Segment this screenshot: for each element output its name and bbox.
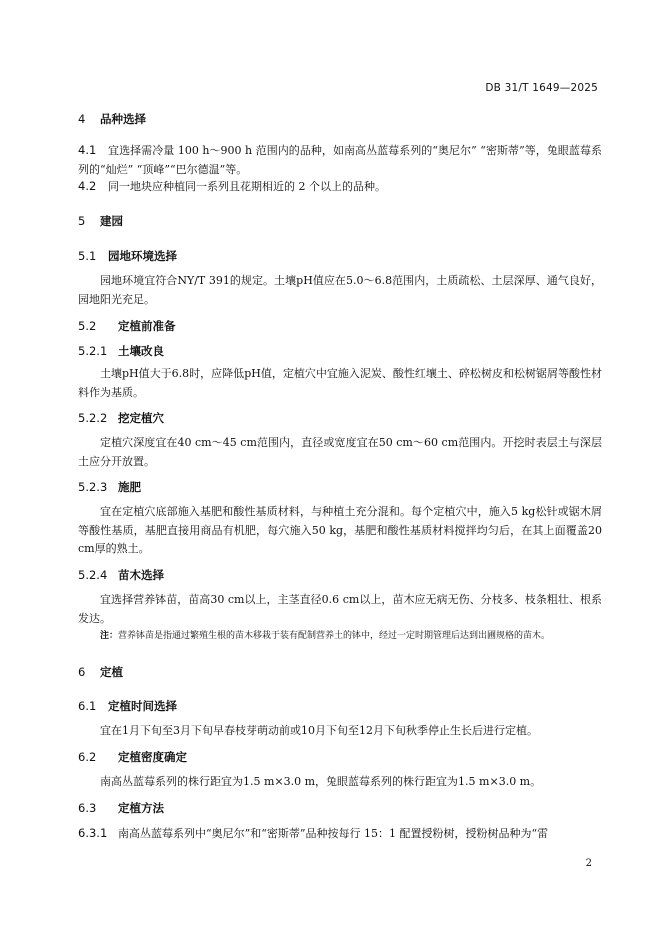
section-title: 挖定植穴: [118, 411, 164, 425]
section-6-2-text: 南高丛蓝莓系列的株行距宜为1.5 m×3.0 m，兔眼蓝莓系列的株行距宜为1.5 m×3.0 m。: [100, 775, 542, 788]
section-number: 4: [78, 112, 86, 126]
section-5-2-2-heading: [78, 410, 164, 426]
section-title: 品种选择: [100, 112, 146, 126]
section-number: 6.2: [78, 750, 97, 764]
page-number: 2: [585, 858, 592, 869]
section-5-1-heading: [78, 248, 177, 264]
section-title: 定植: [100, 665, 123, 679]
note-text: 营养钵苗是指通过繁殖生根的苗木移栽于装有配制营养土的钵中，经过一定时期管理后达到出圃规格的苗木。: [118, 631, 551, 641]
section-number: 5.2.4: [78, 568, 108, 582]
section-number: 5.2.2: [78, 411, 108, 425]
section-5-2-2-text: 定植穴深度宜在40 cm～45 cm范围内，直径或宽度宜在50 cm～60 cm范围内。开挖时表层土与深层土应分开放置。: [78, 436, 602, 468]
section-6-3-heading: [78, 800, 164, 816]
clause-number: 4.2: [78, 179, 97, 193]
section-number: 6.1: [78, 699, 97, 713]
section-number: 6.3: [78, 801, 97, 815]
document-id: DB 31/T 1649—2025: [485, 82, 598, 94]
note: [100, 629, 602, 643]
section-number: 5.1: [78, 249, 97, 263]
section-5-2-1-heading: [78, 343, 164, 359]
section-title: 园地环境选择: [108, 249, 177, 263]
section-number: 5.2: [78, 319, 97, 333]
clause-number: 6.3.1: [78, 826, 108, 840]
section-title: 定植方法: [118, 801, 164, 815]
section-6-1-heading: [78, 698, 177, 714]
section-number: 5: [78, 214, 86, 228]
clause-text: 南高丛蓝莓系列中“奥尼尔”和“密斯蒂”品种按每行 15：1 配置授粉树，授粉树品种为“雷: [118, 827, 549, 840]
section-5-heading: [78, 213, 123, 229]
section-title: 定植前准备: [118, 319, 176, 333]
section-title: 苗木选择: [118, 568, 164, 582]
clause-number: 4.1: [78, 143, 97, 157]
clause-text: 宜选择需冷量 100 h～900 h 范围内的品种，如南高丛蓝莓系列的“奥尼尔” “密斯蒂”等，兔眼蓝莓系列的“灿烂” “顶峰”“巴尔德温”等。: [78, 144, 602, 176]
clause-text: 同一地块应种植同一系列且花期相近的 2 个以上的品种。: [108, 180, 386, 193]
section-title: 建园: [100, 214, 123, 228]
section-6-1-text: 宜在1月下旬至3月下旬早春枝芽萌动前或10月下旬至12月下旬秋季停止生长后进行定植。: [100, 724, 538, 737]
section-4-heading: [78, 111, 146, 127]
section-5-2-3-text: 宜在定植穴底部施入基肥和酸性基质材料，与种植土充分混和。每个定植穴中，施入5 kg松针或锯木屑等酸性基质，基肥直接用商品有机肥，每穴施入50 kg，基肥和酸性基质材料搅拌均匀后，在其上面覆盖20 cm厚的熟土。: [78, 505, 602, 555]
section-title: 定植时间选择: [108, 699, 177, 713]
section-title: 土壤改良: [118, 344, 164, 358]
section-number: 5.2.3: [78, 480, 108, 494]
clause-4-2: [78, 177, 602, 197]
section-5-2-4-text: 宜选择营养钵苗，苗高30 cm以上，主茎直径0.6 cm以上，苗木应无病无伤、分枝多、枝条粗壮、根系发达。: [78, 593, 602, 625]
clause-4-1: [78, 141, 602, 179]
section-6-heading: [78, 664, 123, 680]
section-5-2-4-heading: [78, 567, 164, 583]
section-6-2-heading: [78, 749, 187, 765]
section-title: 施肥: [118, 480, 141, 494]
section-number: 5.2.1: [78, 344, 108, 358]
note-label: 注：: [100, 631, 119, 641]
section-5-2-3-heading: [78, 479, 141, 495]
section-5-2-heading: [78, 318, 176, 334]
clause-6-3-1: [78, 824, 602, 844]
section-5-2-1-text: 土壤pH值大于6.8时，应降低pH值，定植穴中宜施入泥炭、酸性红壤土、碎松树皮和松树锯屑等酸性材料作为基质。: [78, 367, 602, 399]
section-number: 6: [78, 665, 86, 679]
section-title: 定植密度确定: [118, 750, 187, 764]
section-5-1-text: 园地环境宜符合NY/T 391的规定。土壤pH值应在5.0～6.8范围内，土质疏松、土层深厚、通气良好，园地阳光充足。: [78, 274, 602, 306]
